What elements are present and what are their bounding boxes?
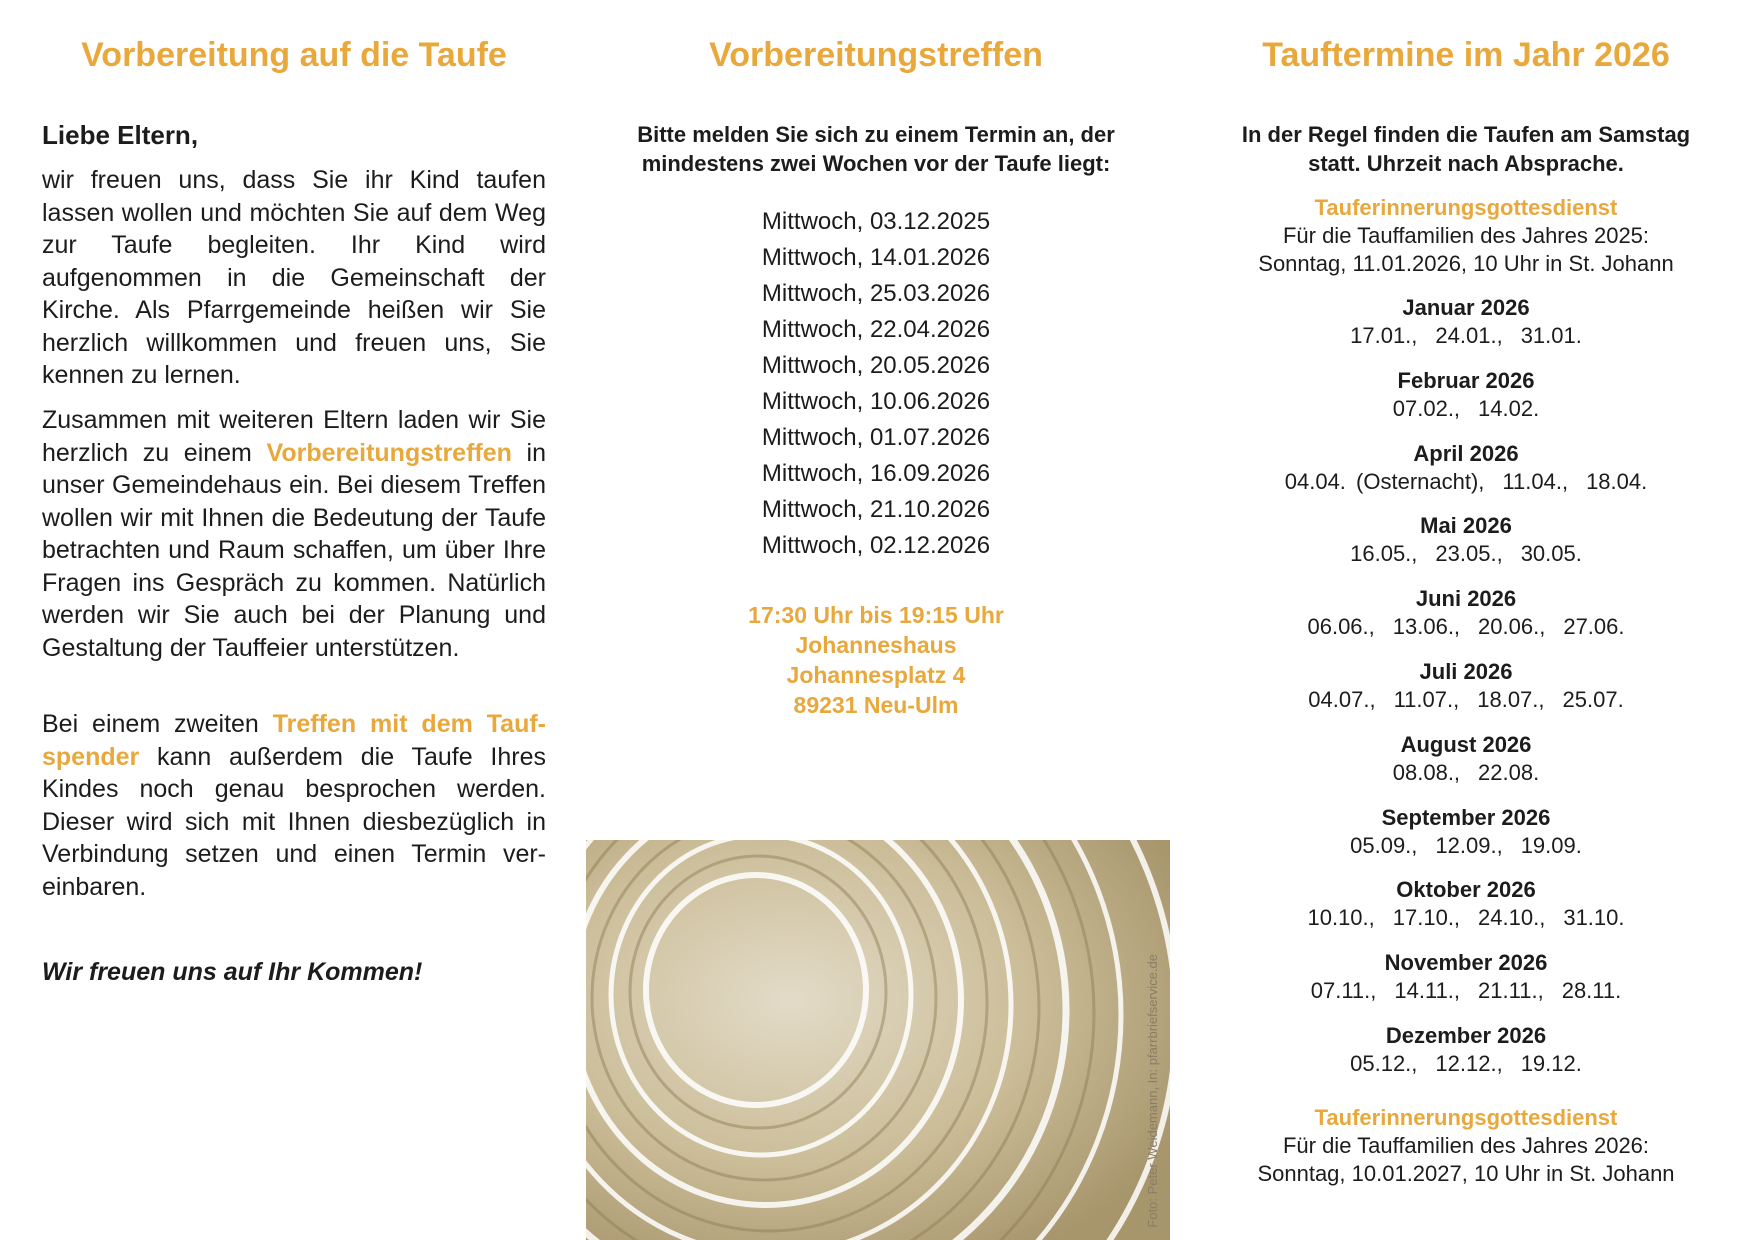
- month-block: [1226, 512, 1706, 568]
- baptism-date: 31.01.: [1520, 323, 1582, 348]
- meeting-dates-list: [586, 204, 1166, 564]
- meeting-location: [586, 600, 1166, 720]
- meeting-date-item: Mittwoch, 03.12.2025: [761, 208, 991, 235]
- month-block: [1226, 1022, 1706, 1078]
- month-dates: [1226, 1050, 1706, 1078]
- meeting-date-item: Mittwoch, 25.03.2026: [761, 280, 991, 307]
- baptism-date: 19.12.: [1520, 1051, 1582, 1076]
- meeting-venue: Johanneshaus: [795, 632, 957, 658]
- baptism-date: 12.09.,: [1435, 832, 1503, 858]
- meeting-date-item: Mittwoch, 10.06.2026: [761, 388, 991, 415]
- baptism-date: 31.10.: [1563, 905, 1625, 931]
- section-title-baptism-dates: Tauftermine im Jahr 2026: [1262, 36, 1670, 74]
- baptism-date: 23.05.,: [1435, 541, 1503, 567]
- memorial-line2: Sonntag, 11.01.2026, 10 Uhr in St. Johann: [1258, 251, 1674, 276]
- baptism-rule: In der Regel finden die Taufen am Samstag statt. Uhrzeit nach Absprache.: [1241, 122, 1691, 176]
- baptism-date: 05.09.,: [1350, 832, 1418, 858]
- memorial-service-2025: [1226, 194, 1706, 278]
- month-name: November 2026: [1384, 950, 1548, 976]
- month-block: [1226, 731, 1706, 787]
- month-dates: [1226, 904, 1706, 932]
- baptism-date: 21.11.,: [1478, 978, 1544, 1004]
- memorial-label: Tauferinnerungsgottesdienst: [1314, 1105, 1618, 1130]
- memorial-service-2026: [1226, 1104, 1706, 1188]
- memorial-line1: Für die Tauffamilien des Jahres 2025:: [1282, 223, 1650, 248]
- month-dates: [1226, 686, 1706, 714]
- baptizer-highlight: Treffen mit dem Taufspender: [42, 710, 546, 771]
- month-dates: [1226, 977, 1706, 1005]
- month-name: Juli 2026: [1419, 659, 1513, 684]
- month-block: [1226, 440, 1706, 496]
- month-name: Februar 2026: [1397, 367, 1535, 393]
- meetings-intro: Bitte melden Sie sich zu einem Termin an, der mindestens zwei Wochen vor der Taufe liegt:: [637, 122, 1115, 176]
- baptism-date: 04.04. (Osternacht),: [1284, 468, 1485, 494]
- baptism-date: 14.11.,: [1394, 978, 1461, 1004]
- meeting-text-a: Zusammen mit weiteren Eltern laden wir Sie herzlich zu einem: [42, 406, 546, 467]
- month-block: [1226, 876, 1706, 932]
- meeting-date-item: Mittwoch, 21.10.2026: [761, 496, 991, 523]
- section-title-meetings: Vorbereitungstreffen: [709, 36, 1043, 74]
- memorial-line1: Für die Tauffamilien des Jahres 2026:: [1282, 1133, 1650, 1158]
- baptizer-paragraph: [42, 708, 546, 903]
- month-block: [1226, 585, 1706, 641]
- baptism-date: 16.05.,: [1350, 541, 1418, 567]
- baptism-date: 22.08.: [1478, 759, 1540, 785]
- meeting-highlight: Vorbereitungstreffen: [266, 438, 512, 467]
- meeting-date-item: Mittwoch, 16.09.2026: [761, 460, 991, 487]
- month-block: [1226, 949, 1706, 1005]
- baptism-date: 06.06.,: [1307, 614, 1375, 640]
- month-name: April 2026: [1413, 440, 1519, 466]
- baptism-date: 10.10.,: [1307, 905, 1375, 931]
- month-dates: [1226, 832, 1706, 860]
- photo-credit: Foto: Peter Weidemann, In: pfarrbriefservice.de: [1145, 954, 1160, 1228]
- meeting-text-b: in unser Gemeindehaus ein. Bei diesem Treffen wollen wir mit Ihnen die Bedeutung der Taufe betrachten und Raum schaffen, um über Ihre Fragen ins Gespräch zu kommen. Natürlich werden wir Sie auch bei der Planung und Gestaltung der Tauffeier unterstützen.: [42, 438, 547, 662]
- baptism-date: 14.02.: [1478, 395, 1540, 421]
- month-name: Juni 2026: [1415, 586, 1517, 612]
- section-title-preparation: Vorbereitung auf die Taufe: [81, 36, 507, 74]
- baptism-date: 07.02.,: [1392, 395, 1461, 421]
- month-name: Januar 2026: [1402, 295, 1530, 320]
- baptism-date: 25.07.: [1562, 687, 1624, 712]
- meeting-street: Johannesplatz 4: [786, 662, 966, 688]
- month-name: Mai 2026: [1420, 513, 1512, 539]
- month-dates: [1226, 468, 1706, 496]
- baptizer-text-a: Bei einem zweiten: [42, 710, 273, 738]
- month-block: [1226, 294, 1706, 350]
- greeting: Liebe Eltern,: [42, 120, 199, 150]
- meeting-city: 89231 Neu-Ulm: [793, 692, 959, 718]
- memorial-line2: Sonntag, 10.01.2027, 10 Uhr in St. Johann: [1257, 1161, 1675, 1186]
- meeting-paragraph: [42, 404, 546, 664]
- baptism-date: 17.10.,: [1392, 905, 1461, 931]
- month-dates: [1226, 395, 1706, 423]
- closing-line: Wir freuen uns auf Ihr Kommen!: [42, 958, 423, 986]
- baptism-date: 07.11.,: [1310, 978, 1377, 1004]
- baptism-date: 20.06.,: [1478, 614, 1546, 640]
- baptism-date: 04.07.,: [1308, 687, 1376, 712]
- baptism-date: 30.05.: [1520, 541, 1582, 567]
- baptism-date: 13.06.,: [1392, 614, 1461, 640]
- baptism-date: 24.01.,: [1435, 323, 1503, 348]
- baptism-date: 24.10.,: [1478, 905, 1546, 931]
- intro-paragraph: wir freuen uns, dass Sie ihr Kind taufen lassen wollen und möchten Sie auf dem Weg zur Taufe begleiten. Ihr Kind wird aufgenommen in die Gemeinschaft der Kirche. Als Pfarrgemeinde heißen wir Sie herzlich willkommen und freuen uns, Sie kennen zu lernen.: [42, 166, 546, 389]
- month-name: August 2026: [1400, 731, 1532, 757]
- baptizer-text-b: kann außerdem die Taufe Ihres Kindes noch genau besprochen werden. Dieser wird sich mit Ihnen diesbezüglich in Verbindung setzen und einen Termin vereinbaren.: [42, 742, 546, 901]
- baptism-date: 28.11.: [1561, 978, 1622, 1004]
- memorial-label: Tauferinnerungsgottesdienst: [1314, 195, 1618, 220]
- baptism-date: 05.12.,: [1350, 1051, 1418, 1076]
- baptism-date: 27.06.: [1563, 614, 1625, 640]
- baptism-date: 08.08.,: [1392, 759, 1461, 785]
- baptism-date: 17.01.,: [1350, 323, 1418, 348]
- month-block: [1226, 658, 1706, 714]
- meeting-date-item: Mittwoch, 20.05.2026: [761, 352, 991, 379]
- month-dates: [1226, 613, 1706, 641]
- month-dates: [1226, 322, 1706, 350]
- water-ripple-image: [586, 840, 1170, 1240]
- month-block: [1226, 367, 1706, 423]
- month-name: September 2026: [1381, 804, 1551, 830]
- meeting-date-item: Mittwoch, 02.12.2026: [761, 532, 991, 559]
- baptism-date: 19.09.: [1520, 832, 1582, 858]
- baptism-date: 18.07.,: [1477, 687, 1545, 712]
- month-name: Oktober 2026: [1396, 877, 1536, 903]
- meeting-date-item: Mittwoch, 22.04.2026: [761, 316, 991, 343]
- baptism-date: 12.12.,: [1435, 1051, 1503, 1076]
- month-dates: [1226, 759, 1706, 787]
- baptism-date: 11.07.,: [1393, 687, 1460, 712]
- baptism-date: 11.04.,: [1502, 468, 1569, 494]
- month-dates: [1226, 540, 1706, 568]
- month-name: Dezember 2026: [1385, 1023, 1547, 1048]
- meeting-date-item: Mittwoch, 14.01.2026: [761, 244, 991, 271]
- water-ripple-photo: [586, 840, 1170, 1240]
- meeting-date-item: Mittwoch, 01.07.2026: [761, 424, 991, 451]
- baptism-date: 18.04.: [1586, 468, 1648, 494]
- meeting-time: 17:30 Uhr bis 19:15 Uhr: [748, 602, 1004, 628]
- month-block: [1226, 804, 1706, 860]
